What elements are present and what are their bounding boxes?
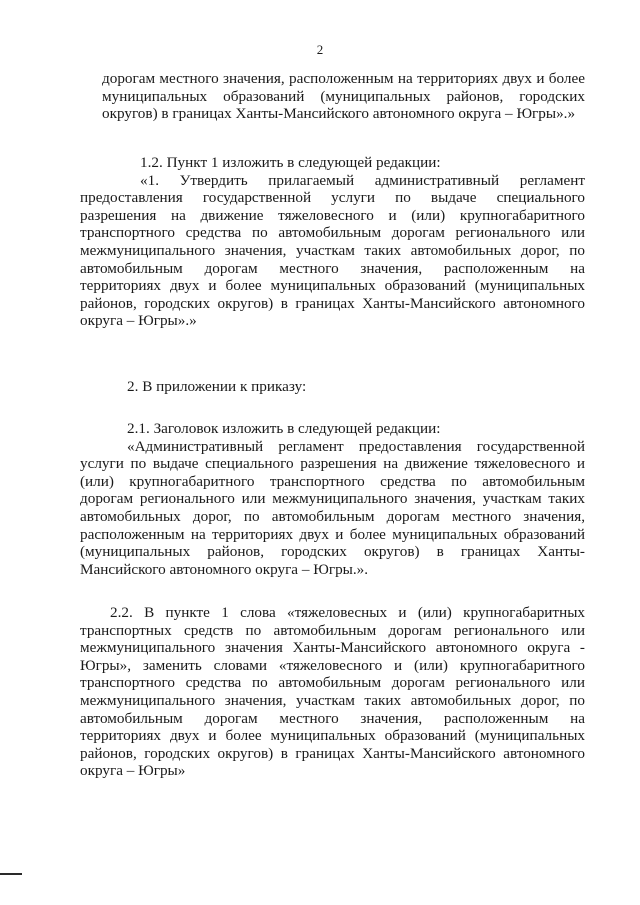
- text-line: межмуниципального значения Ханты-Мансийского автономного округа -: [80, 639, 585, 657]
- text-line: «1. Утвердить прилагаемый административный регламент: [140, 171, 585, 189]
- text-line: (или) крупногабаритного транспортного средства по автомобильным: [80, 472, 585, 490]
- text-line: транспортного средства по автомобильным дорогам регионального или: [80, 224, 585, 242]
- text-line: территориях двух и более муниципальных образований (муниципальных: [80, 727, 585, 745]
- text-line: услуги по выдаче специального разрешения на движение тяжеловесного и: [80, 455, 585, 473]
- text-line: районов, городских округов) в границах Ханты-Мансийского автономного: [80, 744, 585, 762]
- text-line: Мансийского автономного округа – Югры.».: [80, 560, 369, 578]
- text-line: автомобильным дорогам местного значения, расположенным на: [80, 709, 585, 727]
- text-line: дорогам местного значения, расположенным на территориях двух и более: [102, 70, 585, 87]
- text-line: (муниципальных районов, городских округов) в границах Ханты-: [80, 543, 585, 561]
- text-line: межмуниципального значения, участкам таких автомобильных дорог, по: [80, 241, 585, 259]
- text-line: межмуниципального значения, участкам таких автомобильных дорог, по: [80, 691, 585, 709]
- text-line: транспортных средств по автомобильным дорогам регионального или: [80, 621, 585, 639]
- text-line: округов) в границах Ханты-Мансийского автономного округа – Югры».»: [102, 105, 576, 123]
- paragraph-2-1: [80, 420, 585, 578]
- text-line: муниципальных образований (муниципальных районов, городских: [102, 87, 585, 105]
- text-line: округа – Югры».»: [80, 312, 197, 330]
- paragraph-2-2: [80, 604, 585, 780]
- text-line: районов, городских округов) в границах Ханты-Мансийского автономного: [80, 294, 585, 312]
- text-line: территориях двух и более муниципальных образований (муниципальных: [80, 277, 585, 295]
- page-number: 2: [316, 42, 324, 57]
- text-line: округа – Югры»: [80, 762, 186, 780]
- text-line: автомобильных дорог, по автомобильным дорогам местного значения,: [80, 507, 585, 525]
- text-line: автомобильным дорогам местного значения, расположенным на: [80, 259, 585, 277]
- scan-edge-mark: [0, 873, 22, 875]
- text-line: Югры», заменить словами «тяжеловесного и (или) крупногабаритного: [80, 656, 585, 674]
- paragraph-1-2: [80, 154, 585, 330]
- text-line: 2.1. Заголовок изложить в следующей редакции:: [127, 420, 441, 437]
- paragraph-2: [80, 378, 585, 396]
- text-line: «Административный регламент предоставления государственной: [127, 437, 585, 455]
- text-line: 2.2. В пункте 1 слова «тяжеловесных и (или) крупногабаритных: [110, 604, 585, 621]
- text-line: транспортного средства по автомобильным дорогам регионального или: [80, 674, 585, 692]
- text-line: 2. В приложении к приказу:: [127, 378, 307, 395]
- text-line: 1.2. Пункт 1 изложить в следующей редакции:: [140, 154, 441, 171]
- text-line: расположенным на территориях двух и более муниципальных образований: [80, 525, 585, 543]
- text-line: дорогам регионального или межмуниципального значения, участкам таких: [80, 490, 585, 508]
- paragraph-intro-continuation: [80, 70, 585, 123]
- text-line: разрешения на движение тяжеловесного и (или) крупногабаритного: [80, 206, 585, 224]
- text-line: предоставления государственной услуги по выдаче специального: [80, 189, 585, 207]
